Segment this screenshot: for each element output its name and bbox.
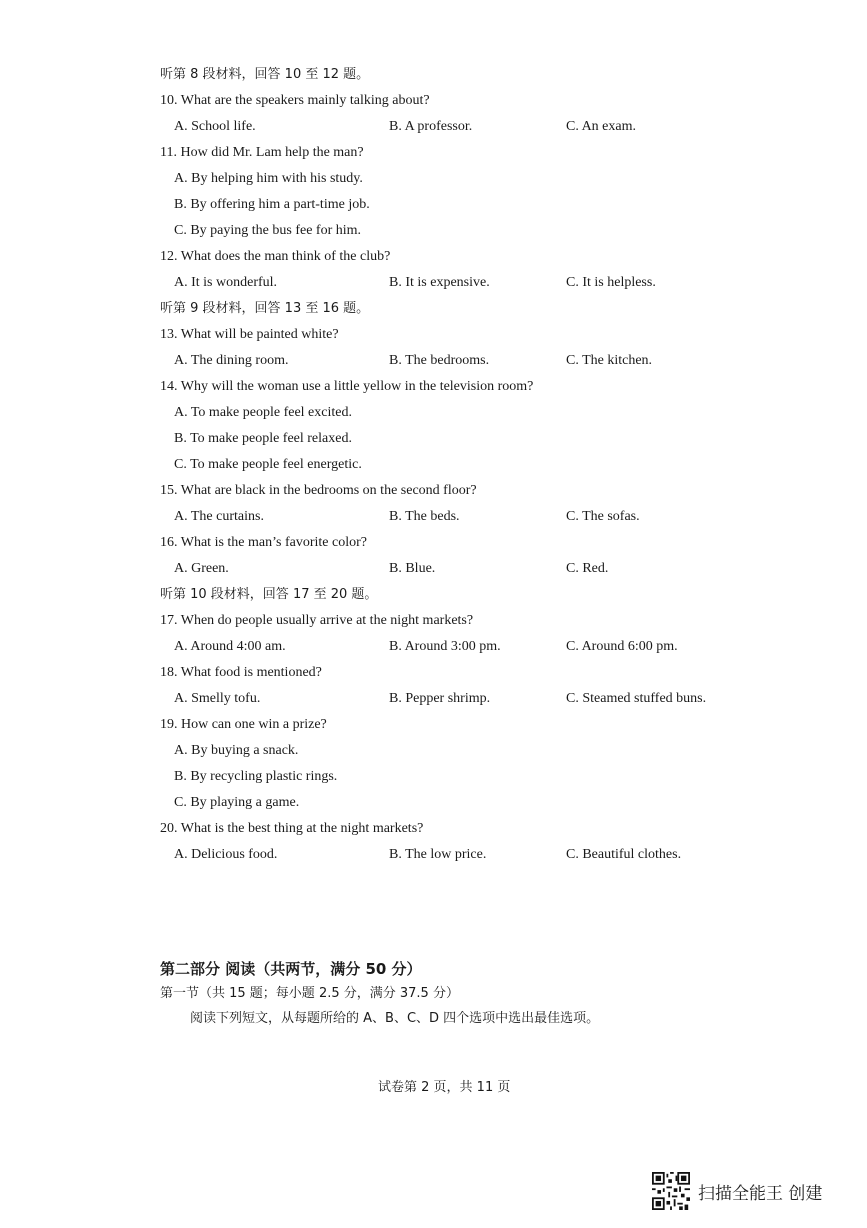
- scanner-watermark: [652, 1172, 822, 1210]
- watermark-text: 扫描全能王 创建: [698, 1183, 823, 1204]
- answer-option: B. Pepper shrimp.: [389, 691, 491, 706]
- answer-option: B. A professor.: [389, 119, 473, 134]
- page-number: 试卷第 2 页，共 11 页: [378, 1080, 511, 1095]
- answer-option: A. Smelly tofu.: [174, 691, 261, 706]
- question-stem: 20. What is the best thing at the night markets?: [160, 821, 424, 836]
- answer-option: C. By playing a game.: [174, 795, 300, 810]
- answer-option: A. Around 4:00 am.: [174, 639, 286, 654]
- answer-option: A. School life.: [174, 119, 256, 134]
- section-instruction: 听第 8 段材料，回答 10 至 12 题。: [160, 67, 370, 82]
- answer-option: B. To make people feel relaxed.: [174, 431, 352, 446]
- question-stem: 14. Why will the woman use a little yellow in the television room?: [160, 379, 534, 394]
- section-instruction: 听第 9 段材料，回答 13 至 16 题。: [160, 301, 370, 316]
- answer-option: B. Blue.: [389, 561, 436, 576]
- section-instruction: 听第 10 段材料，回答 17 至 20 题。: [160, 587, 378, 602]
- question-stem: 12. What does the man think of the club?: [160, 249, 391, 264]
- part2-subsection: 第一节（共 15 题；每小题 2.5 分，满分 37.5 分）: [160, 986, 459, 1001]
- answer-option: C. The sofas.: [566, 509, 640, 524]
- answer-option: C. By paying the bus fee for him.: [174, 223, 362, 238]
- answer-option: B. The beds.: [389, 509, 460, 524]
- answer-option: C. Around 6:00 pm.: [566, 639, 678, 654]
- answer-option: B. By recycling plastic rings.: [174, 769, 338, 784]
- answer-option: A. By buying a snack.: [174, 743, 299, 758]
- answer-option: A. The curtains.: [174, 509, 264, 524]
- question-stem: 11. How did Mr. Lam help the man?: [160, 145, 364, 160]
- answer-option: B. It is expensive.: [389, 275, 490, 290]
- answer-option: C. It is helpless.: [566, 275, 656, 290]
- question-stem: 13. What will be painted white?: [160, 327, 339, 342]
- answer-option: B. The bedrooms.: [389, 353, 490, 368]
- answer-option: B. By offering him a part-time job.: [174, 197, 370, 212]
- answer-option: C. The kitchen.: [566, 353, 653, 368]
- question-stem: 19. How can one win a prize?: [160, 717, 327, 732]
- answer-option: A. To make people feel excited.: [174, 405, 352, 420]
- answer-option: A. It is wonderful.: [174, 275, 278, 290]
- question-stem: 16. What is the man’s favorite color?: [160, 535, 367, 550]
- question-stem: 18. What food is mentioned?: [160, 665, 322, 680]
- answer-option: C. An exam.: [566, 119, 636, 134]
- answer-option: A. By helping him with his study.: [174, 171, 363, 186]
- answer-option: C. Steamed stuffed buns.: [566, 691, 707, 706]
- question-stem: 17. When do people usually arrive at the night markets?: [160, 613, 474, 628]
- answer-option: B. The low price.: [389, 847, 487, 862]
- answer-option: B. Around 3:00 pm.: [389, 639, 501, 654]
- part2-directions: 阅读下列短文，从每题所给的 A、B、C、D 四个选项中选出最佳选项。: [190, 1011, 600, 1026]
- answer-option: A. Delicious food.: [174, 847, 278, 862]
- answer-option: C. To make people feel energetic.: [174, 457, 362, 472]
- answer-option: C. Beautiful clothes.: [566, 847, 682, 862]
- question-stem: 15. What are black in the bedrooms on the second floor?: [160, 483, 477, 498]
- question-stem: 10. What are the speakers mainly talking about?: [160, 93, 430, 108]
- answer-option: A. The dining room.: [174, 353, 289, 368]
- qr-code-icon: [652, 1172, 690, 1210]
- answer-option: C. Red.: [566, 561, 609, 576]
- part2-title: 第二部分 阅读（共两节，满分 50 分）: [160, 960, 422, 978]
- answer-option: A. Green.: [174, 561, 229, 576]
